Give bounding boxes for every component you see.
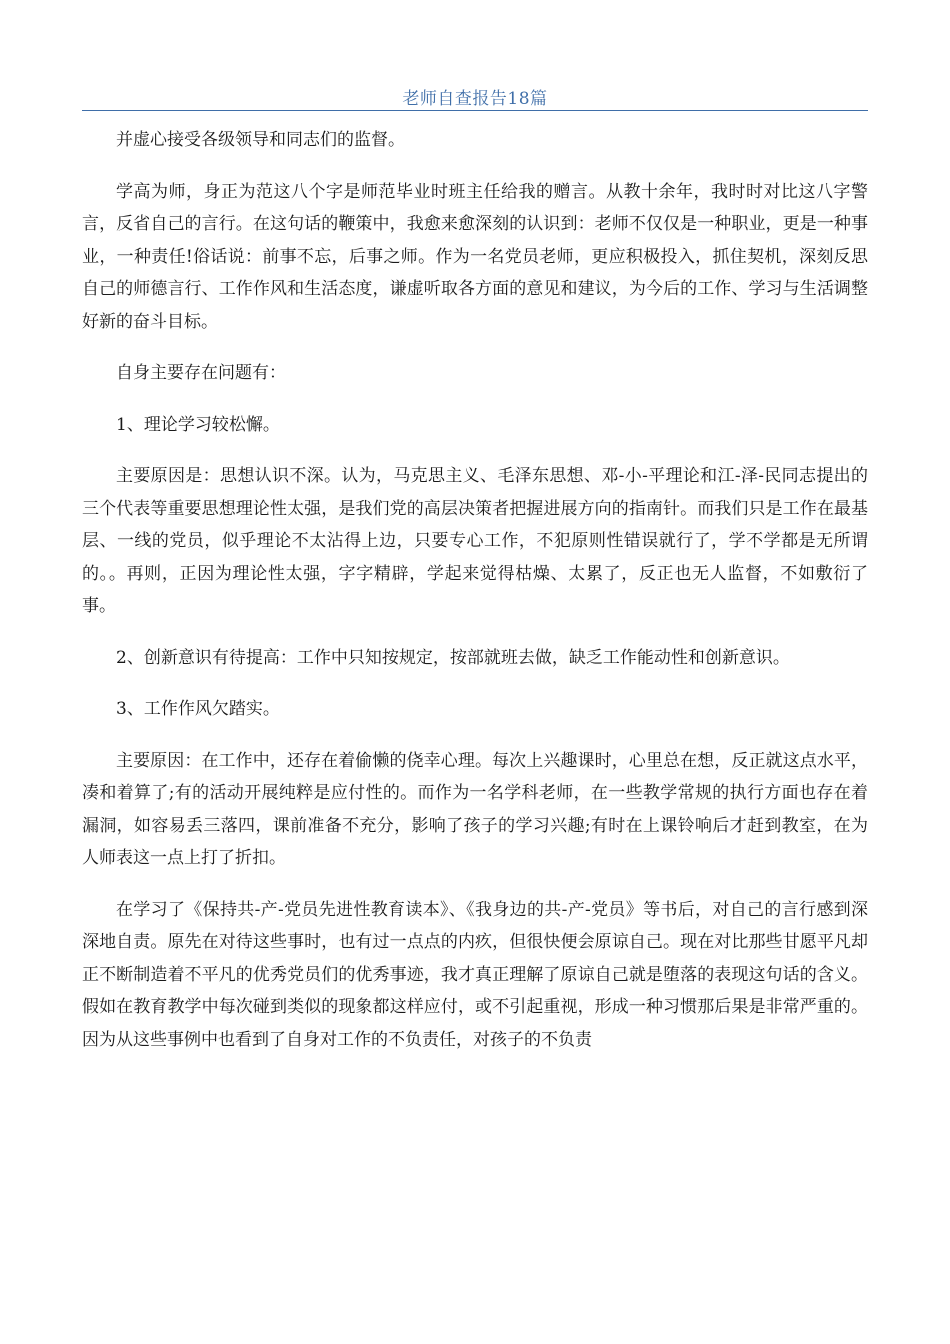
paragraph: 并虚心接受各级领导和同志们的监督。 <box>116 130 405 150</box>
paragraph: 2、创新意识有待提高：工作中只知按规定，按部就班去做，缺乏工作能动性和创新意识。 <box>116 647 790 668</box>
paragraph: 学高为师，身正为范这八个字是师范毕业时班主任给我的赠言。从教十余年，我时时对比这八字警言，反省自己的言行。在这句话的鞭策中，我愈来愈深刻的认识到：老师不仅仅是一种职业，更是一种事业，一种责任!俗话说：前事不忘，后事之师。作为一名党员老师，更应积极投入，抓住契机，深刻反思自己的师德言行、工作作风和生活态度，谦虚听取各方面的意见和建议，为今后的工作、学习与生活调整好新的奋斗目标。 <box>82 181 868 332</box>
paragraph: 1、理论学习较松懈。 <box>116 414 280 435</box>
paragraph: 在学习了《保持共-产-党员先进性教育读本》、《我身边的共-产-党员》等书后，对自己的言行感到深深地自责。原先在对待这些事时，也有过一点点的内疚，但很快便会原谅自己。现在对比那些甘愿平凡却正不断制造着不平凡的优秀党员们的优秀事迹，我才真正理解了原谅自己就是堕落的表现这句话的含义。假如在教育教学中每次碰到类似的现象都这样应付，或不引起重视，形成一种习惯那后果是非常严重的。因为从这些事例中也看到了自身对工作的不负责任，对孩子的不负责 <box>82 899 868 1050</box>
document-body <box>82 124 868 1075</box>
paragraph: 主要原因是：思想认识不深。认为，马克思主义、毛泽东思想、邓-小-平理论和江-泽-民同志提出的三个代表等重要思想理论性太强，是我们党的高层决策者把握进展方向的指南针。而我们只是工作在最基层、一线的党员，似乎理论不太沾得上边，只要专心工作，不犯原则性错误就行了，学不学都是无所谓的。。再则，正因为理论性太强，字字精辟，学起来觉得枯燥、太累了，反正也无人监督，不如敷衍了事。 <box>82 466 868 616</box>
paragraph: 主要原因：在工作中，还存在着偷懒的侥幸心理。每次上兴趣课时，心里总在想，反正就这点水平，凑和着算了;有的活动开展纯粹是应付性的。而作为一名学科老师，在一些教学常规的执行方面也存在着漏洞，如容易丢三落四，课前准备不充分，影响了孩子的学习兴趣;有时在上课铃响后才赶到教室，在为人师表这一点上打了折扣。 <box>82 750 868 868</box>
paragraph: 3、工作作风欠踏实。 <box>116 699 280 719</box>
paragraph: 自身主要存在问题有： <box>116 363 286 383</box>
page-header-title: 老师自查报告18篇 <box>402 89 548 109</box>
page-header <box>82 82 868 111</box>
